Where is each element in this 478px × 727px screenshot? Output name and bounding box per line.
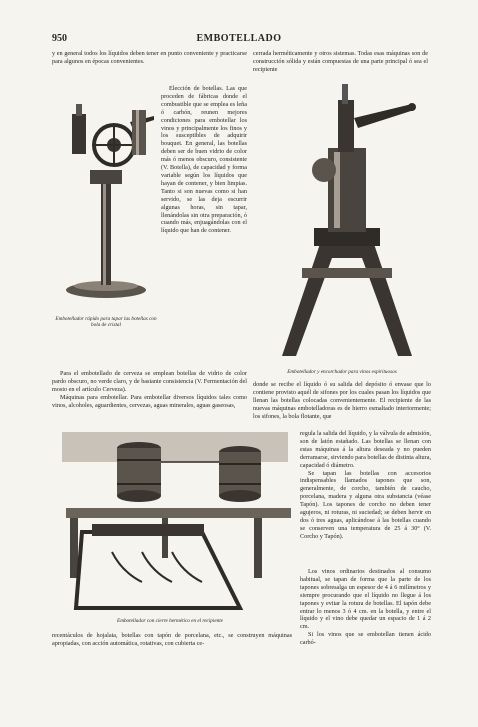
- page-header: [0, 33, 478, 47]
- running-title: EMBOTELLADO: [196, 33, 282, 44]
- paragraph: donde se recibe el líquido ó su salida del depósito ó envase que lo contiene provisto aquél de sifones por los cuales pasan los líquidos que llenan las botellas colocadas convenientemente. El recipiente de las nuevas máquinas embotelladoras es de hierro esmaltado interiormente; los sifones, la bola flotante, que: [253, 381, 431, 420]
- col1-mid-text: [52, 370, 247, 426]
- figure-3-caption: Embotellador con cierre hermético en el recipiente: [117, 618, 223, 624]
- page-number: 950: [52, 33, 67, 44]
- figure-1-caption: Embotellador rápido para tapar las botellas con bola de cristal: [55, 316, 157, 329]
- paragraph: Elección de botellas. Las que proceden de fábricas donde el combustible que se emplea es leña ó carbón, reunen mejores condiciones para embotellar los vinos y principalmente los finos y los susceptibles de adquirir bouquet. En general, las botellas deben ser de buen vidrio de color más ó menos obscuro, consistente (V. Botella), de capacidad y forma variable según los líquidos que hayan de contener, y bien limpias. Tanto si son nuevas como si han servido, se las deja escurrir algunas horas, sin tapar, llenándolas sin otra preparación, ó cuando más, enjuagándolas con el líquido que han de contener.: [161, 85, 247, 235]
- paragraph: Para el embotellado de cerveza se emplean botellas de vidrio de color pardo obscuro, no verde claro, y de bastante consistencia (V. Fermentación del mosto en el artículo Cerveza).: [52, 370, 247, 393]
- bottler-corker-figure: [262, 78, 432, 366]
- col2-bottom-text: [300, 568, 431, 672]
- figure-2-caption: Embotellador y encorchador para vinos espirituosos: [287, 369, 397, 375]
- paragraph: regula la salida del líquido, y la válvula de admisión, son de latón estañado. Las botellas se llenan con estas máquinas á la altura deseada y no pueden derramarse, sirviendo para botellas de distinta altura, capacidad ó diámetro.: [300, 430, 431, 469]
- col1-bottom-text: [52, 632, 292, 672]
- paragraph: recentáculos de hojalata, botellas con tapón de porcelana, etc., se construyen máquinas apropiadas, con acción automática, rotativas, con cubierta ce-: [52, 632, 292, 647]
- col2-side-text: [300, 430, 431, 568]
- paragraph: Si los vinos que se embotellan tienen ácido carbó-: [300, 631, 431, 647]
- hermetic-bottler-figure: [52, 422, 292, 614]
- paragraph: y en general todos los líquidos deben tener en punto conveniente y practicarse para algunos en épocas convenientes.: [52, 50, 247, 65]
- col1-side-text: [161, 85, 247, 368]
- col2-top-text: [253, 50, 428, 76]
- col1-top-text: [52, 50, 247, 84]
- bottle-filler-figure: [50, 100, 158, 310]
- paragraph: Los vinos ordinarios destinados al consumo habitual, se tapan de forma que la parte de los tapones sobresalga un espesor de 4 á 6 milímetros y siempre procurando que el líquido no llegue á los tapones y evitar la rotura de botellas. El tapón debe entrar lo menos 3 ó 4 cm. en la botella, y entre el líquido y el vino debe quedar un espacio de 1 á 2 cm.: [300, 568, 431, 631]
- paragraph: Se tapan las botellas con accesorios indispensables llamados tapones que son, generalmente, de corcho, también de caucho, porcelana, madera y alguna otra substancia (véase Tapón). Los tapones de corcho no deben tener agujeros, ni roturas, ni suciedad; se deben hervir en dos ó tres aguas, aplicándose á las botellas cuando se conserven una temperatura de 25 á 30° (V. Corcho y Tapón).: [300, 469, 431, 540]
- paragraph: Máquinas para embotellar. Para embotellar diversos líquidos tales como vinos, alcoholes, aguardientes, cervezas, aguas minerales, aguas gaseosas,: [52, 393, 247, 409]
- paragraph: cerrada herméticamente y otros sistemas. Todas esas máquinas son de construcción sólida y están compuestas de una parte principal ó sea el recipiente: [253, 50, 428, 73]
